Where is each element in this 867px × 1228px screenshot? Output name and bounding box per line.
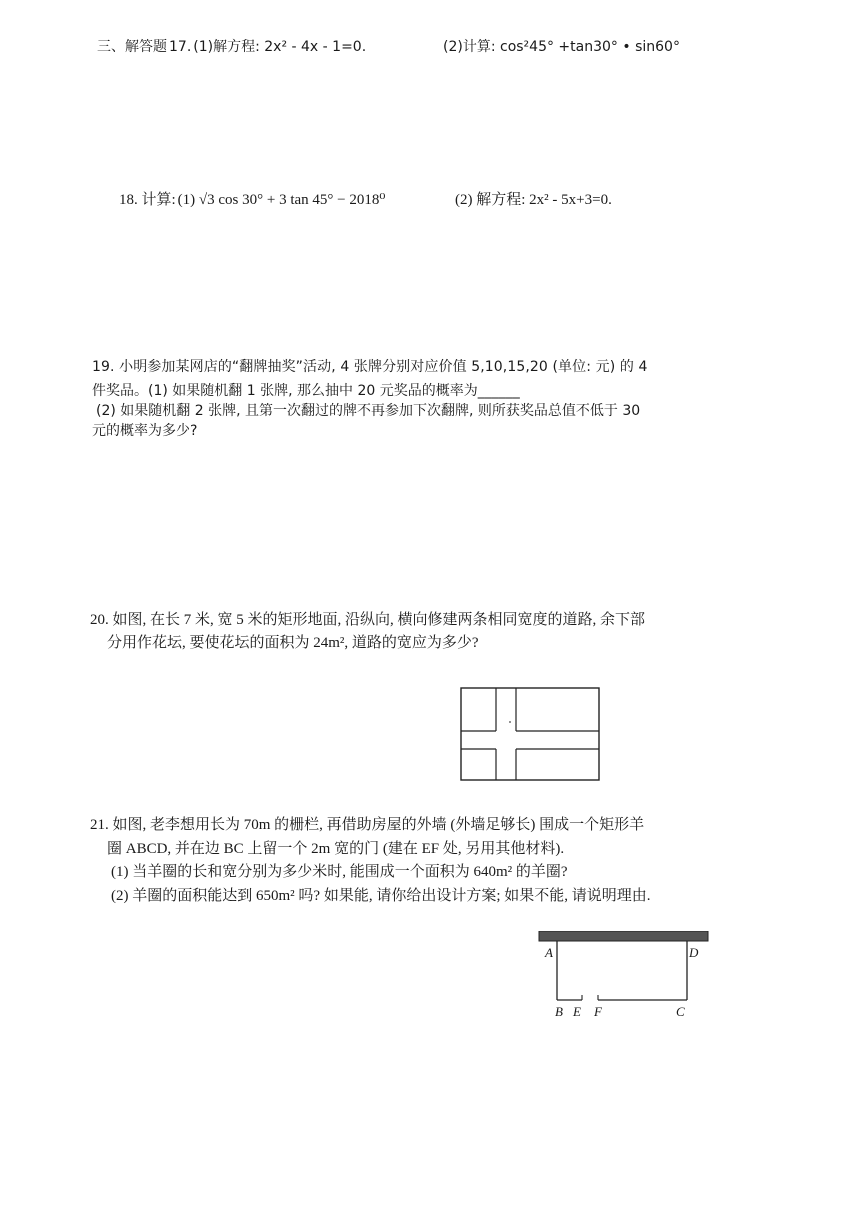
q20-line1: 20. 如图, 在长 7 米, 宽 5 米的矩形地面, 沿纵向, 横向修建两条相同宽度的道路, 余下部	[90, 612, 646, 628]
q21-line4: (2) 羊圈的面积能达到 650m² 吗? 如果能, 请你给出设计方案; 如果不能, 请说明理由.	[111, 888, 651, 904]
q17-part2: (2)计算: cos²45° +tan30° • sin60°	[443, 39, 680, 55]
vertex-label-f: F	[594, 1004, 602, 1019]
q21-line3: (1) 当羊圈的长和宽分别为多少米时, 能围成一个面积为 640m² 的羊圈?	[111, 864, 568, 880]
q18-line	[119, 191, 385, 209]
q19-line4: 元的概率为多少?	[92, 423, 198, 439]
q19-line3: (2) 如果随机翻 2 张牌, 且第一次翻过的牌不再参加下次翻牌, 则所获奖品总值不低于 30	[96, 403, 641, 419]
q18-part2: (2) 解方程: 2x² - 5x+3=0.	[455, 192, 612, 208]
q17-line	[97, 39, 366, 56]
sheep-pen-diagram	[538, 931, 710, 1021]
vertex-label-d: D	[689, 945, 699, 960]
vertex-label-b: B	[555, 1004, 563, 1019]
q17-part1: (1)解方程: 2x² - 4x - 1=0.	[193, 39, 367, 55]
vertex-label-c: C	[676, 1004, 685, 1019]
q18-part1: (1) √3 cos 30° + 3 tan 45° − 2018⁰	[177, 192, 386, 208]
vertex-label-e: E	[573, 1004, 581, 1019]
vertex-label-a: A	[545, 945, 553, 960]
section-heading: 三、解答题	[97, 39, 167, 55]
q19-line2: 件奖品。(1) 如果随机翻 1 张牌, 那么抽中 20 元奖品的概率为______	[92, 383, 520, 399]
question-number: 18. 计算:	[119, 192, 176, 208]
sheep-pen-drawing	[538, 931, 710, 1001]
q20-line2: 分用作花坛, 要使花坛的面积为 24m², 道路的宽应为多少?	[107, 635, 479, 651]
q21-line1: 21. 如图, 老李想用长为 70m 的栅栏, 再借助房屋的外墙 (外墙足够长) 围成一个矩形羊	[90, 817, 645, 833]
flowerbed-road-diagram	[460, 687, 602, 783]
q21-line2: 圈 ABCD, 并在边 BC 上留一个 2m 宽的门 (建在 EF 处, 另用其他材料).	[107, 841, 565, 857]
question-number: 17.	[169, 39, 192, 55]
q19-line1: 19. 小明参加某网店的“翻牌抽奖”活动, 4 张牌分别对应价值 5,10,15,20 (单位: 元) 的 4	[92, 359, 648, 375]
